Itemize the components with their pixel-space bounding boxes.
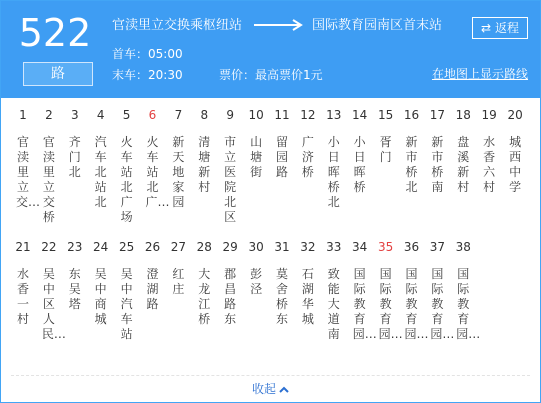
stop-name: 清塘新村	[198, 135, 211, 194]
stop-number: 12	[300, 108, 316, 122]
stop-item[interactable]	[140, 107, 170, 210]
stop-name: 新市桥南	[431, 135, 444, 194]
stop-name: 水香六村	[483, 135, 496, 194]
stop-name: 市立医院北区	[224, 135, 237, 224]
stop-item[interactable]	[269, 239, 295, 327]
stop-number: 37	[429, 240, 446, 254]
stop-item[interactable]	[476, 107, 502, 195]
stop-name: 国际教育园…	[456, 267, 481, 341]
stop-number: 13	[326, 108, 342, 122]
stop-number: 33	[326, 240, 342, 254]
stop-name: 吴中区人民…	[41, 267, 66, 341]
stop-number: 4	[96, 108, 105, 122]
stop-item[interactable]	[295, 239, 321, 327]
stop-name: 红庄	[172, 267, 185, 296]
route-number: 522	[18, 11, 92, 55]
reverse-route-button[interactable]	[472, 17, 528, 39]
route-unit-label: 路	[23, 62, 93, 86]
stop-item[interactable]	[217, 107, 243, 225]
stop-item[interactable]	[399, 107, 425, 195]
stop-name: 广济桥	[301, 135, 314, 179]
direction-arrow-icon	[254, 18, 304, 32]
stop-name: 火车站北广…	[145, 135, 170, 209]
stop-item[interactable]	[373, 107, 399, 165]
stop-item[interactable]	[114, 107, 140, 225]
stop-number: 26	[144, 240, 161, 254]
stop-name: 彭泾	[250, 267, 263, 296]
stop-name: 汽车北站北	[94, 135, 107, 209]
stop-item[interactable]	[36, 239, 66, 342]
stop-number: 8	[200, 108, 209, 122]
stop-number: 19	[481, 108, 497, 122]
collapse-label: 收起	[251, 382, 276, 396]
stop-name: 郡昌路东	[224, 267, 237, 326]
stop-item[interactable]	[62, 107, 88, 180]
stop-number: 20	[507, 108, 523, 122]
stop-number: 18	[455, 108, 471, 122]
stop-number: 25	[118, 240, 135, 254]
stop-number: 31	[274, 240, 290, 254]
stop-name: 城西中学	[509, 135, 522, 194]
first-bus-time: 首车：05:00	[112, 47, 183, 61]
stop-item[interactable]	[62, 239, 88, 312]
stop-name: 火车站北广场	[120, 135, 133, 224]
stop-item[interactable]	[424, 107, 450, 195]
stop-item[interactable]	[243, 239, 269, 297]
stop-name: 小日晖桥北	[327, 135, 340, 209]
stop-number: 36	[403, 240, 420, 254]
stop-list	[1, 98, 540, 402]
stop-number: 2	[45, 108, 53, 122]
stop-number: 23	[67, 240, 83, 254]
stop-item[interactable]	[347, 107, 373, 195]
stop-number: 24	[93, 240, 109, 254]
stop-name: 致能大道南	[327, 267, 340, 341]
stop-number: 22	[41, 240, 57, 254]
stop-name: 盘溪新村	[457, 135, 470, 194]
stop-item[interactable]	[165, 239, 191, 297]
stop-number: 3	[70, 108, 79, 122]
stop-number: 35	[377, 240, 394, 254]
collapse-button[interactable]	[1, 381, 540, 397]
destination-station: 国际教育园南区首末站	[312, 18, 443, 33]
stop-number: 27	[170, 240, 187, 254]
stop-number: 29	[222, 240, 238, 254]
stop-item[interactable]	[295, 107, 321, 180]
origin-station: 官渎里立交换乘枢纽站	[112, 18, 243, 33]
stop-name: 澄湖路	[146, 267, 159, 311]
stop-name: 吴中商城	[94, 267, 107, 326]
stop-number: 1	[19, 108, 27, 122]
stop-name: 小日晖桥	[353, 135, 366, 194]
stop-name: 国际教育园…	[404, 267, 429, 341]
stop-item[interactable]	[88, 239, 114, 327]
stop-name: 胥门	[379, 135, 392, 164]
stop-item[interactable]	[243, 107, 269, 180]
stop-number: 32	[300, 240, 316, 254]
stop-name: 留园路	[275, 135, 288, 179]
stop-name: 新市桥北	[405, 135, 418, 194]
stop-name: 大龙江桥	[198, 267, 211, 326]
stop-item[interactable]	[10, 239, 36, 327]
stop-number: 15	[377, 108, 394, 122]
stop-name: 新天地家园	[172, 135, 185, 209]
stop-item[interactable]	[88, 107, 114, 210]
stop-item[interactable]	[399, 239, 429, 342]
stop-name: 国际教育园…	[378, 267, 403, 341]
route-header	[1, 1, 540, 98]
last-bus-time: 末车：20:30	[112, 68, 183, 82]
stop-number: 21	[15, 240, 31, 254]
swap-arrows-icon: ⇄	[480, 21, 492, 35]
stop-number: 14	[352, 108, 368, 122]
stop-number: 7	[174, 108, 183, 122]
stop-name: 东吴塔	[68, 267, 81, 311]
fare-info: 票价：最高票价1元	[219, 68, 323, 82]
stop-item[interactable]	[450, 239, 481, 342]
stop-item[interactable]	[10, 107, 41, 210]
stop-item[interactable]	[321, 107, 347, 210]
stop-item[interactable]	[191, 239, 217, 327]
stop-item[interactable]	[450, 107, 476, 195]
reverse-route-label: 返程	[495, 21, 520, 35]
stop-name: 石湖华城	[301, 267, 314, 326]
stop-item[interactable]	[321, 239, 347, 342]
stop-name: 水香一村	[16, 267, 29, 326]
stop-item[interactable]	[502, 107, 528, 195]
show-route-on-map-link[interactable]: 在地图上显示路线	[431, 67, 528, 81]
stop-name: 官渎里立交…	[16, 135, 41, 209]
stop-number: 38	[455, 240, 471, 254]
stop-number: 30	[248, 240, 264, 254]
stop-item[interactable]	[217, 239, 243, 327]
stop-item[interactable]	[347, 239, 377, 342]
divider	[11, 375, 530, 376]
stop-number: 11	[274, 108, 290, 122]
stop-name: 官渎里立交桥	[42, 135, 55, 224]
stop-number: 6	[148, 108, 157, 122]
stop-item[interactable]	[36, 107, 62, 225]
stop-number: 34	[352, 240, 368, 254]
stop-name: 国际教育园…	[352, 267, 377, 341]
stop-number: 5	[122, 108, 131, 122]
stop-name: 山塘街	[250, 135, 263, 179]
stop-number: 17	[429, 108, 446, 122]
stop-item[interactable]	[114, 239, 140, 342]
stop-item[interactable]	[424, 239, 455, 342]
stop-name: 齐门北	[68, 135, 81, 179]
stop-name: 吴中汽车站	[120, 267, 133, 341]
stop-item[interactable]	[373, 239, 403, 342]
stop-item[interactable]	[165, 107, 191, 210]
stop-name: 莫舍桥东	[275, 267, 288, 326]
stop-item[interactable]	[140, 239, 166, 312]
stop-item[interactable]	[191, 107, 217, 195]
stop-item[interactable]	[269, 107, 295, 180]
stop-number: 9	[226, 108, 234, 122]
stop-name: 国际教育园…	[430, 267, 455, 341]
stop-number: 28	[196, 240, 212, 254]
chevron-up-icon	[279, 381, 289, 397]
stop-number: 10	[248, 108, 264, 122]
stop-number: 16	[403, 108, 420, 122]
